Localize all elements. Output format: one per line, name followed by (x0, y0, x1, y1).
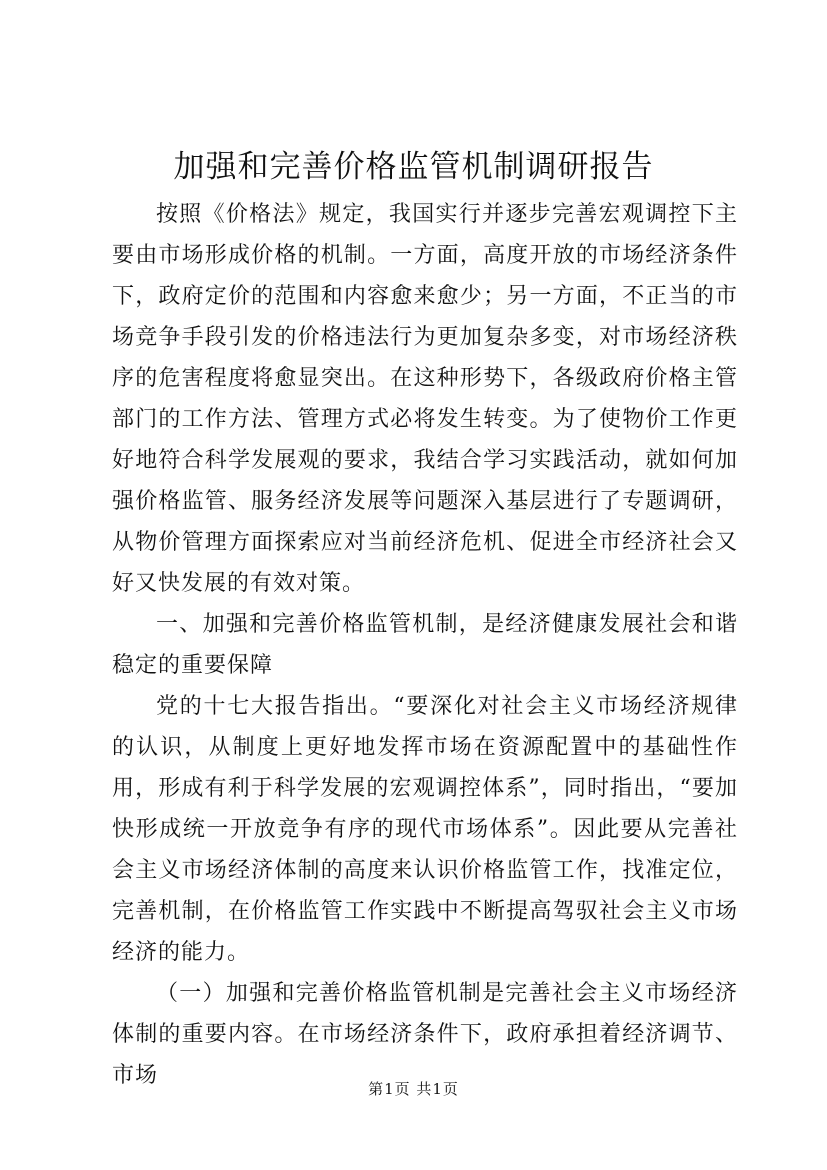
paragraph-party-report: 党的十七大报告指出。“要深化对社会主义市场经济规律的认识，从制度上更好地发挥市场在资源配置中的基础性作用，形成有利于科学发展的宏观调控体系”，同时指出，“要加快形成统一开放竞争有序的现代市场体系”。因此要从完善社会主义市场经济体制的高度来认识价格监管工作，找准定位，完善机制，在价格监管工作实践中不断提高驾驭社会主义市场经济的能力。 (112, 694, 738, 965)
document-body (112, 194, 738, 1096)
paragraph-intro: 按照《价格法》规定，我国实行并逐步完善宏观调控下主要由市场形成价格的机制。一方面，高度开放的市场经济条件下，政府定价的范围和内容愈来愈少；另一方面，不正当的市场竞争手段引发的价格违法行为更加复杂多变，对市场经济秩序的危害程度将愈显突出。在这种形势下，各级政府价格主管部门的工作方法、管理方式必将发生转变。为了使物价工作更好地符合科学发展观的要求，我结合学习实践活动，就如何加强价格监管、服务经济发展等问题深入基层进行了专题调研，从物价管理方面探索应对当前经济危机、促进全市经济社会又好又快发展的有效对策。 (112, 202, 738, 596)
document-title: 加强和完善价格监管机制调研报告 (173, 149, 654, 185)
section-heading-1: 一、加强和完善价格监管机制，是经济健康发展社会和谐稳定的重要保障 (112, 612, 738, 678)
page-number-footer: 第1页 共1页 (368, 1080, 459, 1098)
subsection-heading-1: （一）加强和完善价格监管机制是完善社会主义市场经济体制的重要内容。在市场经济条件下，政府承担着经济调节、市场 (112, 981, 738, 1088)
